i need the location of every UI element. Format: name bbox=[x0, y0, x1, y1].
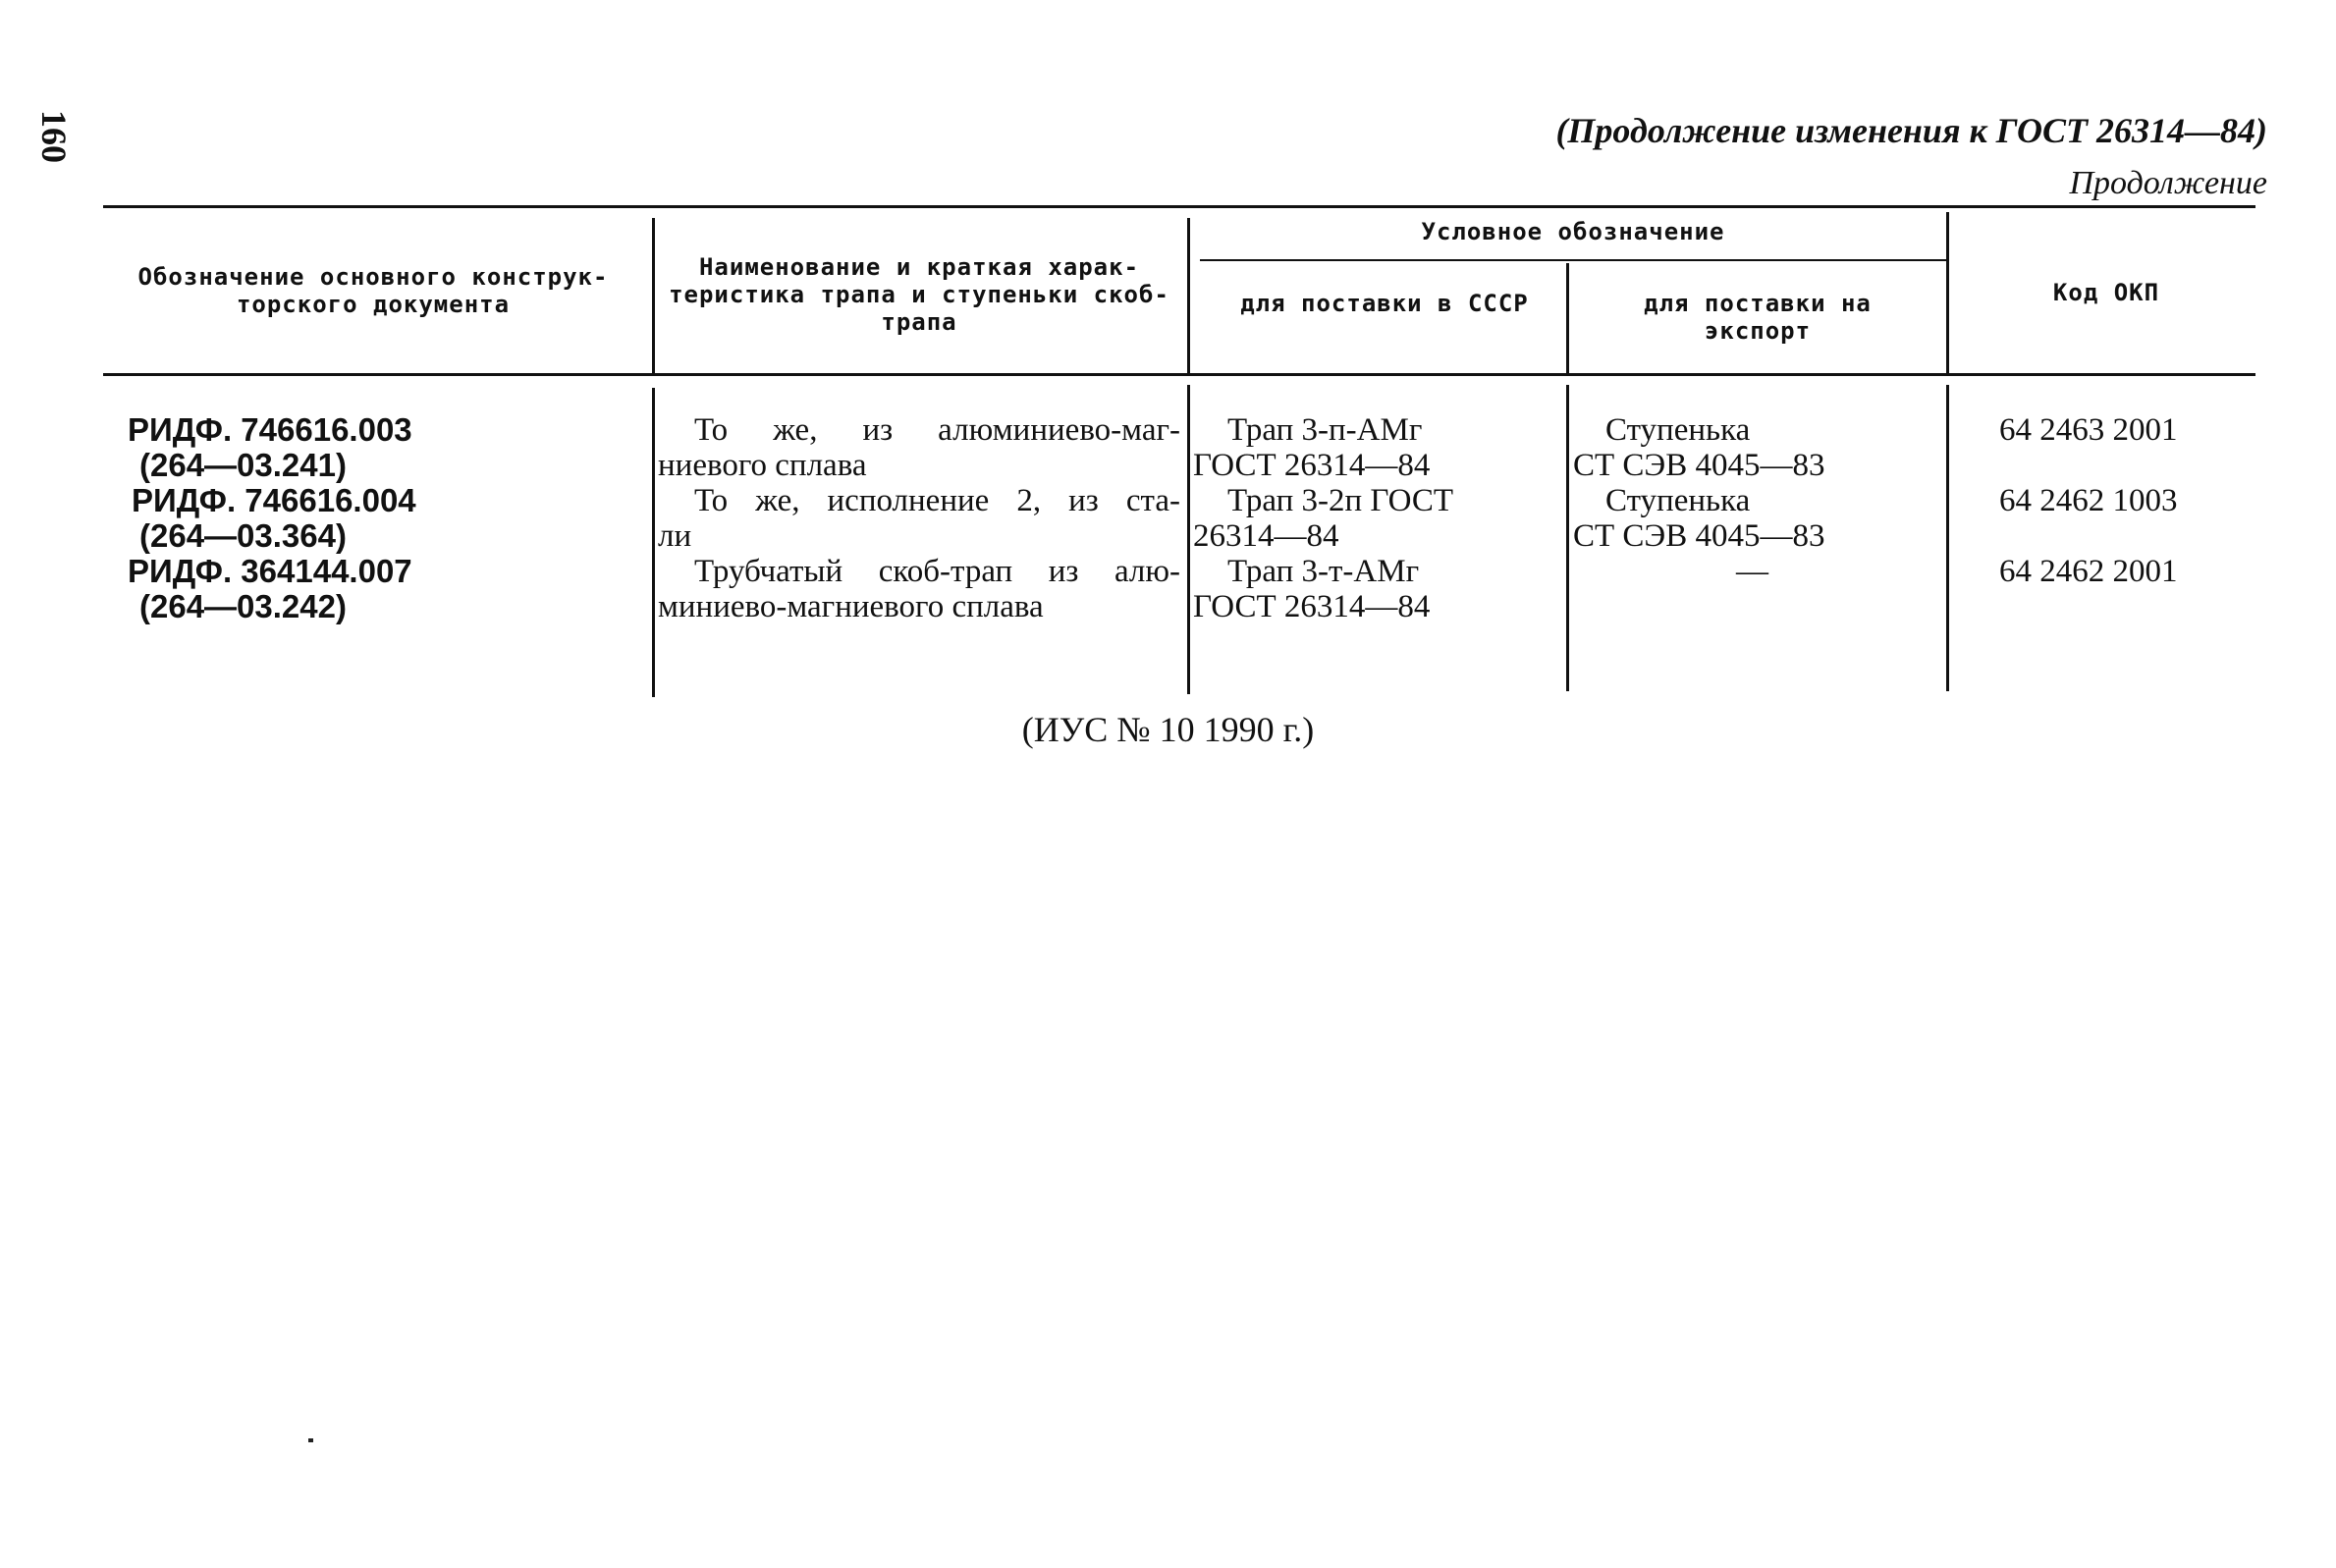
row2-okp-code: 64 2462 1003 bbox=[1999, 483, 2178, 518]
row3-ussr-line1: Трап 3-т-АМг bbox=[1227, 554, 1420, 589]
print-speck bbox=[308, 1438, 313, 1442]
page-number: 160 bbox=[34, 110, 74, 163]
header-for-ussr: для поставки в СССР bbox=[1240, 290, 1529, 317]
row2-name-line2: ли bbox=[658, 518, 692, 554]
header-document-designation: Обозначение основного конструк-торского документа bbox=[137, 263, 609, 318]
header-name-description: Наименование и краткая харак-теристика трапа и ступеньки скоб-трапа bbox=[669, 253, 1169, 336]
header-bottom-rule bbox=[103, 373, 2255, 376]
table-top-rule bbox=[103, 205, 2255, 208]
column-divider-2 bbox=[1187, 218, 1190, 373]
row2-document-alt: (264—03.364) bbox=[139, 517, 347, 554]
column-divider-4 bbox=[1946, 212, 1949, 373]
row3-document-alt: (264—03.242) bbox=[139, 588, 347, 624]
row1-ussr-line1: Трап 3-п-АМг bbox=[1227, 412, 1423, 448]
row1-name-line1: То же, из алюминиево-маг- bbox=[694, 412, 1180, 448]
row2-document: РИДФ. 746616.004 bbox=[132, 482, 416, 518]
row1-name-line2: ниевого сплава bbox=[658, 448, 867, 483]
row3-okp-code: 64 2462 2001 bbox=[1999, 554, 2178, 589]
column-divider-1 bbox=[652, 218, 655, 373]
row1-ussr-line2: ГОСТ 26314—84 bbox=[1193, 448, 1431, 483]
row1-okp-code: 64 2463 2001 bbox=[1999, 412, 2178, 448]
continuation-label: Продолжение bbox=[2069, 165, 2267, 201]
row3-export-dash: — bbox=[1736, 554, 1768, 589]
header-for-export: для поставки на экспорт bbox=[1644, 290, 1872, 345]
header-okp-code: Код ОКП bbox=[2052, 279, 2160, 306]
row3-document: РИДФ. 364144.007 bbox=[128, 553, 412, 589]
row2-ussr-line1: Трап 3-2п ГОСТ bbox=[1227, 483, 1454, 518]
row2-export-line2: СТ СЭВ 4045—83 bbox=[1573, 518, 1825, 554]
header-conventional-designation: Условное обозначение bbox=[1421, 218, 1725, 245]
body-divider-4 bbox=[1946, 385, 1949, 691]
amendment-reference-note: (ИУС № 10 1990 г.) bbox=[1021, 710, 1315, 749]
body-divider-2 bbox=[1187, 385, 1190, 694]
row2-name-line1: То же, исполнение 2, из ста- bbox=[694, 483, 1180, 518]
row1-export-line2: СТ СЭВ 4045—83 bbox=[1573, 448, 1825, 483]
row1-document: РИДФ. 746616.003 bbox=[128, 411, 412, 448]
body-divider-1 bbox=[652, 388, 655, 697]
row3-name-line2: миниево-магниевого сплава bbox=[658, 589, 1044, 624]
group-header-rule bbox=[1200, 259, 1946, 261]
row3-name-line1: Трубчатый скоб-трап из алю- bbox=[694, 554, 1180, 589]
continuation-title: (Продолжение изменения к ГОСТ 26314—84) bbox=[1555, 111, 2267, 150]
row1-document-alt: (264—03.241) bbox=[139, 447, 347, 483]
row2-ussr-line2: 26314—84 bbox=[1193, 518, 1339, 554]
row1-export-line1: Ступенька bbox=[1605, 412, 1751, 448]
row2-export-line1: Ступенька bbox=[1605, 483, 1751, 518]
body-divider-3 bbox=[1566, 385, 1569, 691]
row3-ussr-line2: ГОСТ 26314—84 bbox=[1193, 589, 1431, 624]
column-divider-3 bbox=[1566, 263, 1569, 373]
